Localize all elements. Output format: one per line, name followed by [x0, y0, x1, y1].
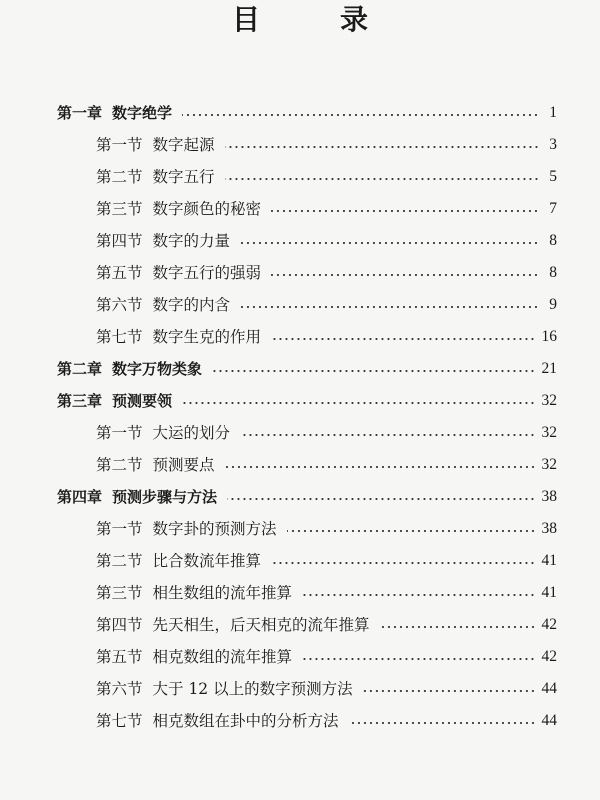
entry-title: 数字五行 [152, 168, 215, 186]
toc-chapter-3[interactable] [57, 386, 557, 416]
toc-section-3-1[interactable] [96, 418, 557, 448]
entry-title: 数字卦的预测方法 [152, 520, 277, 538]
dot-leader [212, 370, 535, 372]
entry-number: 第二节 [96, 456, 143, 474]
toc-entry-label [96, 546, 265, 576]
entry-title: 比合数流年推算 [152, 552, 262, 570]
toc-entry-label [57, 354, 206, 384]
entry-number: 第五节 [96, 264, 143, 282]
entry-title: 数字生克的作用 [152, 328, 262, 346]
toc-entry-label [96, 514, 281, 544]
page-number: 5 [549, 168, 557, 185]
toc-entry-label [96, 290, 234, 320]
entry-number: 第五节 [96, 648, 143, 666]
toc-entry-label [96, 322, 265, 352]
page-number: 38 [541, 488, 557, 505]
dot-leader [271, 338, 535, 340]
entry-title: 预测要领 [112, 392, 173, 410]
dot-leader [240, 306, 539, 308]
entry-number: 第七节 [96, 712, 143, 730]
toc-section-4-1[interactable] [96, 514, 557, 544]
page-number: 8 [549, 232, 557, 249]
entry-number: 第一章 [57, 104, 103, 122]
entry-number: 第四章 [57, 488, 103, 506]
entry-number: 第一节 [96, 520, 143, 538]
entry-title: 预测步骤与方法 [112, 488, 218, 506]
dot-leader [227, 498, 535, 500]
toc-entry-label [96, 642, 296, 672]
toc-entry-label [57, 386, 176, 416]
page-number: 38 [541, 520, 557, 537]
page-title: 目 录 [231, 3, 394, 36]
page-number: 42 [541, 648, 557, 665]
toc-section-1-6[interactable] [96, 290, 557, 320]
entry-number: 第七节 [96, 328, 143, 346]
toc-chapter-1[interactable] [57, 98, 557, 128]
dot-leader [240, 242, 539, 244]
toc-entry-label [96, 258, 265, 288]
entry-number: 第三章 [57, 392, 103, 410]
toc-entry-label [96, 194, 265, 224]
entry-number: 第四节 [96, 232, 143, 250]
entry-number: 第六节 [96, 680, 143, 698]
entry-number: 第二章 [57, 360, 103, 378]
dot-leader [363, 690, 536, 692]
page-number: 1 [549, 104, 557, 121]
toc-entry-label [57, 98, 176, 128]
toc-section-1-3[interactable] [96, 194, 557, 224]
dot-leader [182, 114, 539, 116]
toc-entry-label [96, 418, 234, 448]
entry-title: 数字起源 [152, 136, 215, 154]
toc-section-1-1[interactable] [96, 130, 557, 160]
entry-title: 数字颜色的秘密 [152, 200, 262, 218]
toc-entry-label [96, 226, 234, 256]
toc-section-1-7[interactable] [96, 322, 557, 352]
entry-title: 预测要点 [152, 456, 215, 474]
toc-entry-label [96, 578, 296, 608]
entry-title: 大运的划分 [152, 424, 231, 442]
dot-leader [225, 466, 536, 468]
page-number: 44 [541, 712, 557, 729]
page-number: 8 [549, 264, 557, 281]
page-number: 42 [541, 616, 557, 633]
toc-entry-label [96, 706, 343, 736]
dot-leader [225, 178, 539, 180]
toc-section-4-4[interactable] [96, 610, 557, 640]
toc-chapter-4[interactable] [57, 482, 557, 512]
dot-leader [349, 722, 536, 724]
page-number: 21 [541, 360, 557, 377]
page-number: 32 [541, 456, 557, 473]
entry-number: 第六节 [96, 296, 143, 314]
dot-leader [271, 210, 539, 212]
page-number: 9 [549, 296, 557, 313]
dot-leader [287, 530, 536, 532]
dot-leader [240, 434, 535, 436]
entry-number: 第一节 [96, 424, 143, 442]
page-number: 32 [541, 392, 557, 409]
toc-entry-label [96, 130, 219, 160]
toc-section-1-2[interactable] [96, 162, 557, 192]
entry-title: 数字五行的强弱 [152, 264, 262, 282]
toc-entry-label [96, 162, 219, 192]
toc-section-1-5[interactable] [96, 258, 557, 288]
entry-title: 相克数组在卦中的分析方法 [152, 712, 339, 730]
page-number: 7 [549, 200, 557, 217]
entry-title: 数字的力量 [152, 232, 231, 250]
toc-section-4-7[interactable] [96, 706, 557, 736]
dot-leader [380, 626, 536, 628]
toc-section-4-3[interactable] [96, 578, 557, 608]
toc-section-4-6[interactable] [96, 674, 557, 704]
entry-title: 数字万物类象 [112, 360, 203, 378]
entry-number: 第一节 [96, 136, 143, 154]
toc-entry-label [96, 450, 219, 480]
entry-number: 第二节 [96, 168, 143, 186]
entry-number: 第四节 [96, 616, 143, 634]
toc-section-4-2[interactable] [96, 546, 557, 576]
entry-number: 第三节 [96, 200, 143, 218]
entry-number: 第二节 [96, 552, 143, 570]
page-number: 41 [541, 552, 557, 569]
toc-section-4-5[interactable] [96, 642, 557, 672]
page-number: 32 [541, 424, 557, 441]
entry-title: 相生数组的流年推算 [152, 584, 293, 602]
entry-title: 先天相生，后天相克的流年推算 [152, 616, 370, 634]
dot-leader [302, 594, 535, 596]
toc-chapter-2[interactable] [57, 354, 557, 384]
page-number: 44 [541, 680, 557, 697]
toc-section-1-4[interactable] [96, 226, 557, 256]
dot-leader [271, 562, 535, 564]
entry-title: 大于 12 以上的数字预测方法 [152, 680, 353, 698]
toc-list [0, 98, 600, 738]
entry-title: 数字绝学 [112, 104, 173, 122]
page-number: 3 [549, 136, 557, 153]
entry-title: 相克数组的流年推算 [152, 648, 293, 666]
dot-leader [225, 146, 539, 148]
toc-entry-label [96, 674, 357, 704]
toc-entry-label [57, 482, 221, 512]
page-number: 16 [541, 328, 557, 345]
entry-number: 第三节 [96, 584, 143, 602]
dot-leader [271, 274, 539, 276]
toc-section-3-2[interactable] [96, 450, 557, 480]
entry-title: 数字的内含 [152, 296, 231, 314]
dot-leader [302, 658, 535, 660]
dot-leader [182, 402, 535, 404]
page-number: 41 [541, 584, 557, 601]
toc-entry-label [96, 610, 374, 640]
